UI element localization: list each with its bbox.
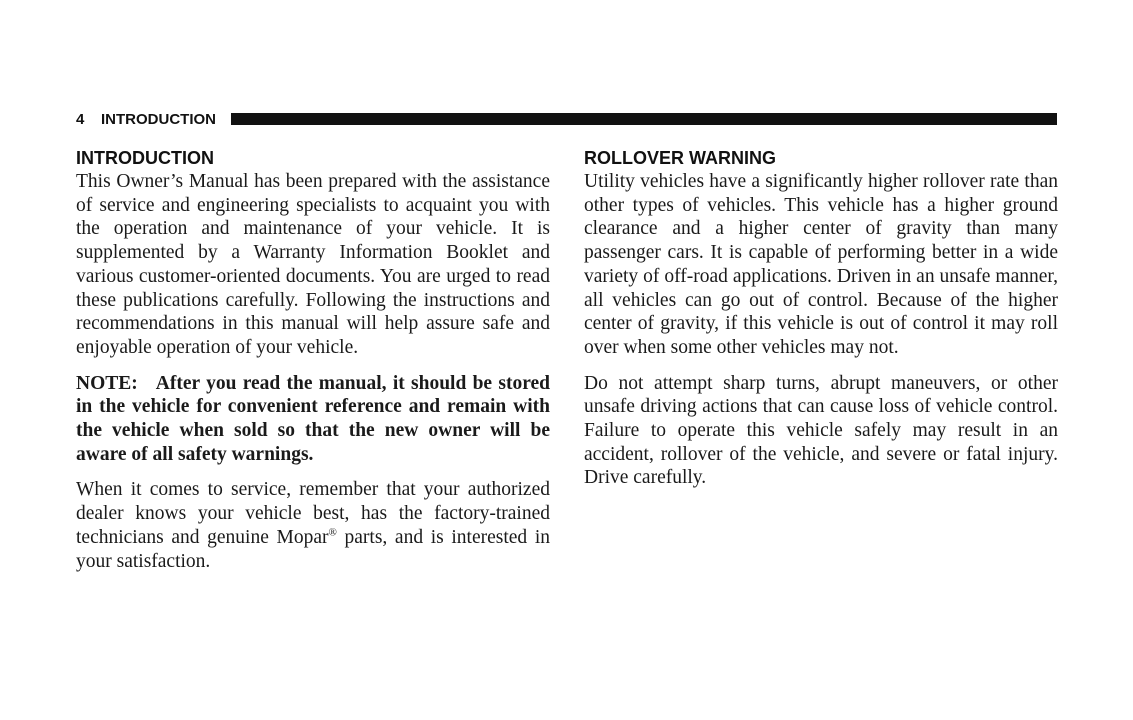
page-number: 4 bbox=[76, 111, 85, 128]
note-paragraph bbox=[76, 372, 550, 467]
left-column bbox=[76, 146, 550, 585]
registered-mark: ® bbox=[328, 526, 337, 539]
note-text: After you read the manual, it should be stored in the vehicle for convenient reference and remain with the vehicle when sold so that the new owner will be aware of all safety warnings. bbox=[76, 372, 550, 465]
note-label: NOTE: bbox=[76, 372, 138, 394]
driving-paragraph: Do not attempt sharp turns, abrupt maneuvers, or other unsafe driving actions that can cause loss of vehicle control. Failure to operate this vehicle safely may result in an accident, rollover of the vehicle, and severe or fatal injury. Drive carefully. bbox=[584, 372, 1058, 489]
service-text-start: When it comes to service, remember that your authorized dealer knows your vehicle best, has the factory-trained technicians and genuine Mopar bbox=[76, 479, 550, 548]
page-header bbox=[76, 110, 1057, 132]
introduction-paragraph: This Owner’s Manual has been prepared with the assistance of service and engineering specialists to acquaint you with the operation and maintenance of your vehicle. It is supplemented by a Warranty Information Booklet and various customer-oriented documents. You are urged to read these publications carefully. Following the instructions and recommendations in this manual will help assure safe and enjoyable operation of your vehicle. bbox=[76, 171, 550, 358]
rollover-heading: ROLLOVER WARNING bbox=[584, 148, 776, 168]
service-paragraph bbox=[76, 478, 550, 573]
introduction-heading: INTRODUCTION bbox=[76, 148, 214, 168]
section-title: INTRODUCTION bbox=[101, 111, 216, 128]
rollover-paragraph: Utility vehicles have a significantly higher rollover rate than other types of vehicles. This vehicle has a higher ground clearance and a higher center of gravity than many passenger cars. It is capable of performing better in a wide variety of off-road applications. Driven in an unsafe manner, all vehicles can go out of control. Because of the higher center of gravity, if this vehicle is out of control it may roll over when some other vehicles may not. bbox=[584, 171, 1058, 358]
right-column bbox=[584, 146, 1058, 502]
header-rule bbox=[231, 113, 1057, 125]
service-text-end: parts, and is interested in your satisfaction. bbox=[76, 526, 550, 572]
